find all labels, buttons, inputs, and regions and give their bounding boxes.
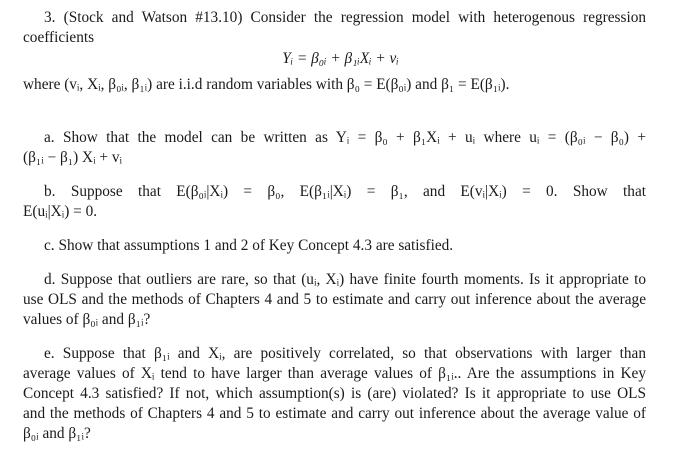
part-a-line-1: a. Show that the model can be written as Yᵢ = β₀ + β₁Xᵢ + uᵢ where uᵢ = (β₀ᵢ − β₀) + xyxy=(44,129,646,146)
part-b-line-2: E(uᵢ|Xᵢ) = 0. xyxy=(23,203,98,220)
part-e-line-1: e. Suppose that β₁ᵢ and Xᵢ, are positively correlated, so that observations with larger than xyxy=(44,345,646,362)
part-e-line-2: average values of Xᵢ tend to have larger than average values of β₁ᵢ.. Are the assumptions in Key xyxy=(23,365,646,382)
problem-title-line-2: coefficients xyxy=(23,29,95,46)
part-e-line-5: β₀ᵢ and β₁ᵢ? xyxy=(23,425,91,442)
part-d-line-2: use OLS and the methods of Chapters 4 and 5 to estimate and carry out inference about the average xyxy=(23,291,646,308)
part-a-line-2: (β₁ᵢ − β₁) Xᵢ + vᵢ xyxy=(23,149,122,166)
part-e-line-4: and the methods of Chapters 4 and 5 to estimate and carry out inference about the average value of xyxy=(23,405,646,422)
part-e-line-3: Concept 4.3 satisfied? If not, which assumption(s) is (are) violated? Is it appropriate to use OLS xyxy=(23,385,646,402)
problem-title-line-1: 3. (Stock and Watson #13.10) Consider the regression model with heterogenous regression xyxy=(44,9,646,26)
part-d-line-1: d. Suppose that outliers are rare, so that (uᵢ, Xᵢ) have finite fourth moments. Is it appropriate to xyxy=(44,271,646,288)
regression-equation: Yᵢ = β₀ᵢ + β₁ᵢXᵢ + vᵢ xyxy=(282,50,399,67)
part-d-line-3: values of β₀ᵢ and β₁ᵢ? xyxy=(23,311,151,328)
where-clause: where (vᵢ, Xᵢ, β₀ᵢ, β₁ᵢ) are i.i.d random variables with β₀ = E(β₀ᵢ) and β₁ = E(β₁ᵢ). xyxy=(23,76,510,93)
part-b-line-1: b. Suppose that E(β₀ᵢ|Xᵢ) = β₀, E(β₁ᵢ|Xᵢ) = β₁, and E(vᵢ|Xᵢ) = 0. Show that xyxy=(44,183,646,200)
part-c-line-1: c. Show that assumptions 1 and 2 of Key Concept 4.3 are satisfied. xyxy=(44,237,454,254)
